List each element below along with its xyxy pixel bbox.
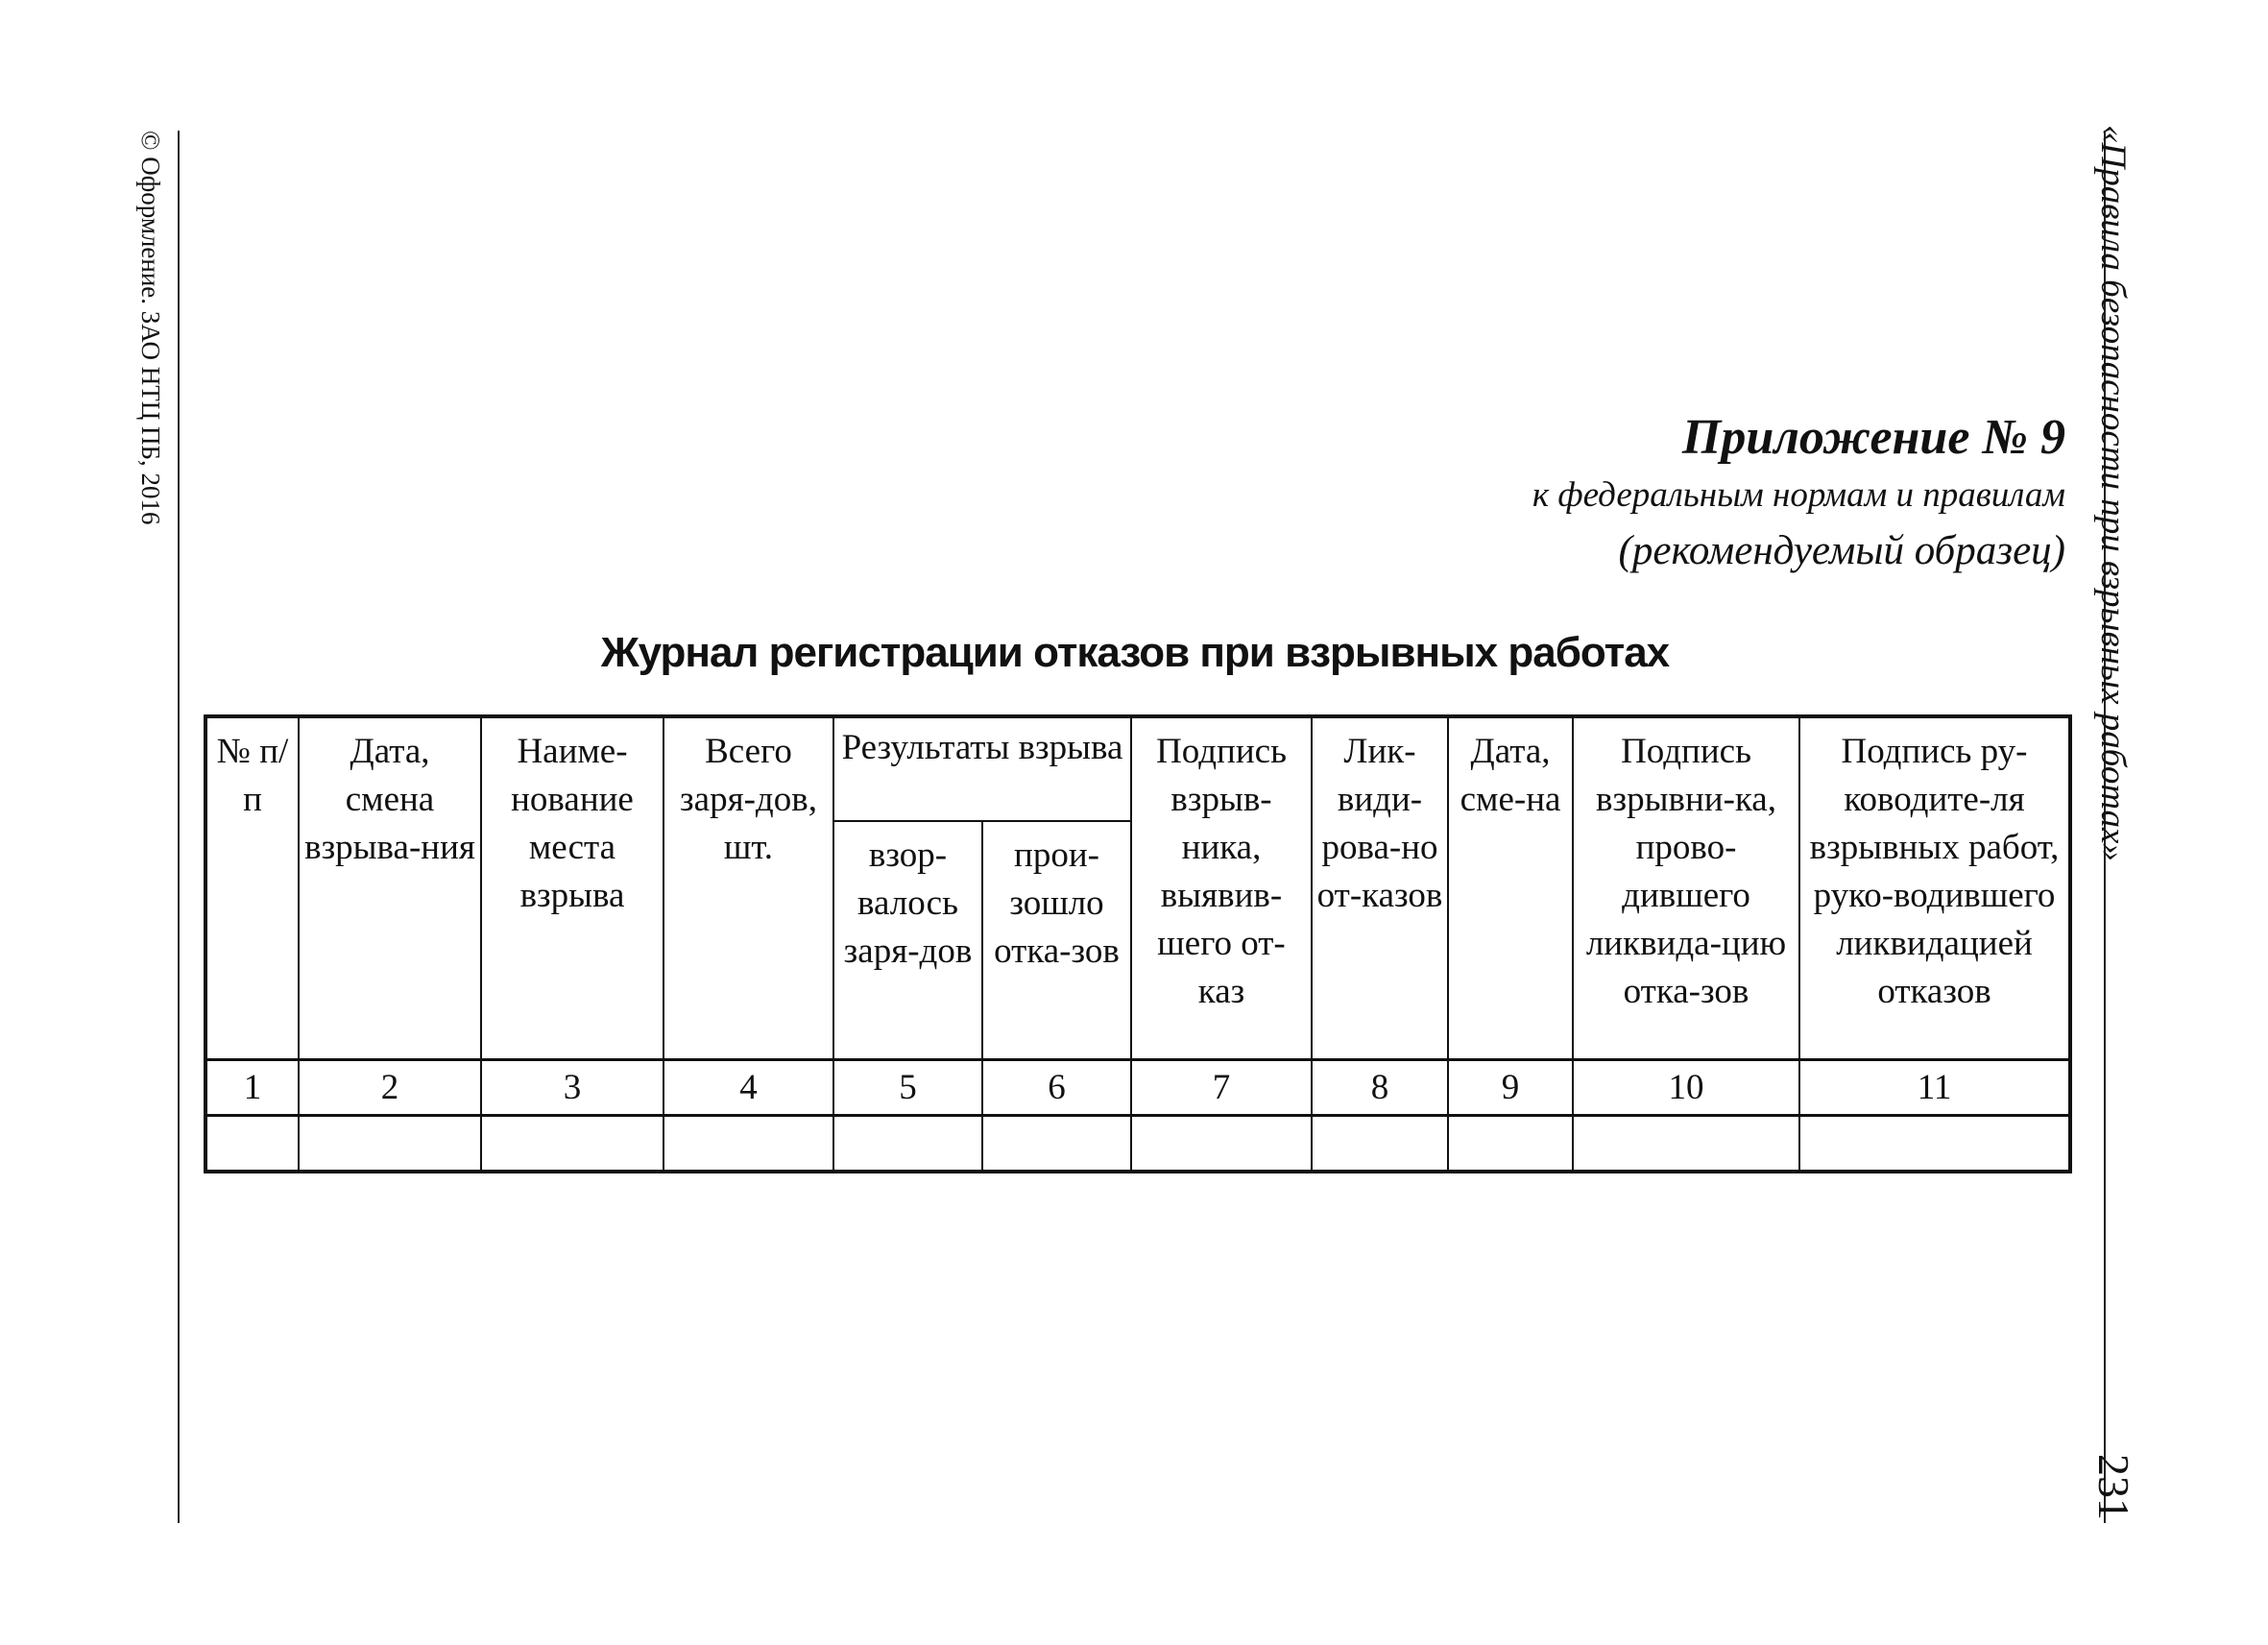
header-cell: Подпись взрыв-ника, выявив-шего от-каз xyxy=(1131,716,1312,1060)
blank-cell xyxy=(1573,1116,1799,1173)
column-number: 2 xyxy=(299,1060,481,1116)
appendix-heading xyxy=(1532,408,2065,579)
header-cell: Всего заря-дов, шт. xyxy=(664,716,833,1060)
copyright-note: © Оформление. ЗАО НТЦ ПБ, 2016 xyxy=(136,131,165,525)
column-number: 4 xyxy=(664,1060,833,1116)
header-cell: Дата, смена взрыва-ния xyxy=(299,716,481,1060)
column-number: 10 xyxy=(1573,1060,1799,1116)
header-cell: Подпись ру-ководите-ля взрывных работ, руко-водившего ликвидацией отказов xyxy=(1799,716,2070,1060)
header-row xyxy=(205,716,2070,821)
journal-table xyxy=(204,714,2072,1173)
header-cell-group: Результаты взрыва xyxy=(833,716,1131,821)
appendix-sample-note: (рекомендуемый образец) xyxy=(1618,528,2065,573)
subheader-cell: прои-зошло отка-зов xyxy=(982,821,1131,1060)
blank-cell xyxy=(481,1116,664,1173)
subheader-cell: взор-валось заря-дов xyxy=(833,821,982,1060)
blank-cell xyxy=(1312,1116,1448,1173)
column-number: 9 xyxy=(1448,1060,1573,1116)
header-cell: Наиме-нование места взрыва xyxy=(481,716,664,1060)
column-number: 11 xyxy=(1799,1060,2070,1116)
column-number: 8 xyxy=(1312,1060,1448,1116)
column-number: 1 xyxy=(205,1060,299,1116)
column-number: 6 xyxy=(982,1060,1131,1116)
running-title: «Правила безопасности при взрывных работах» xyxy=(2093,125,2133,861)
blank-cell xyxy=(299,1116,481,1173)
blank-cell xyxy=(833,1116,982,1173)
blank-cell xyxy=(1131,1116,1312,1173)
journal-title: Журнал регистрации отказов при взрывных работах xyxy=(600,629,1670,676)
column-number-row xyxy=(205,1060,2070,1116)
page-number: 231 xyxy=(2089,1454,2138,1520)
blank-cell xyxy=(664,1116,833,1173)
header-cell: № п/п xyxy=(205,716,299,1060)
appendix-reference: к федеральным нормам и правилам xyxy=(1532,475,2065,515)
header-cell: Подпись взрывни-ка, прово-дившего ликвида-цию отка-зов xyxy=(1573,716,1799,1060)
appendix-number: Приложение № 9 xyxy=(1681,410,2065,465)
blank-cell xyxy=(1799,1116,2070,1173)
column-number: 7 xyxy=(1131,1060,1312,1116)
blank-entry-row xyxy=(205,1116,2070,1173)
header-cell: Дата, сме-на xyxy=(1448,716,1573,1060)
left-margin-rule xyxy=(178,131,180,1523)
column-number: 3 xyxy=(481,1060,664,1116)
header-cell: Лик-види-рова-но от-казов xyxy=(1312,716,1448,1060)
blank-cell xyxy=(205,1116,299,1173)
blank-cell xyxy=(1448,1116,1573,1173)
column-number: 5 xyxy=(833,1060,982,1116)
blank-cell xyxy=(982,1116,1131,1173)
